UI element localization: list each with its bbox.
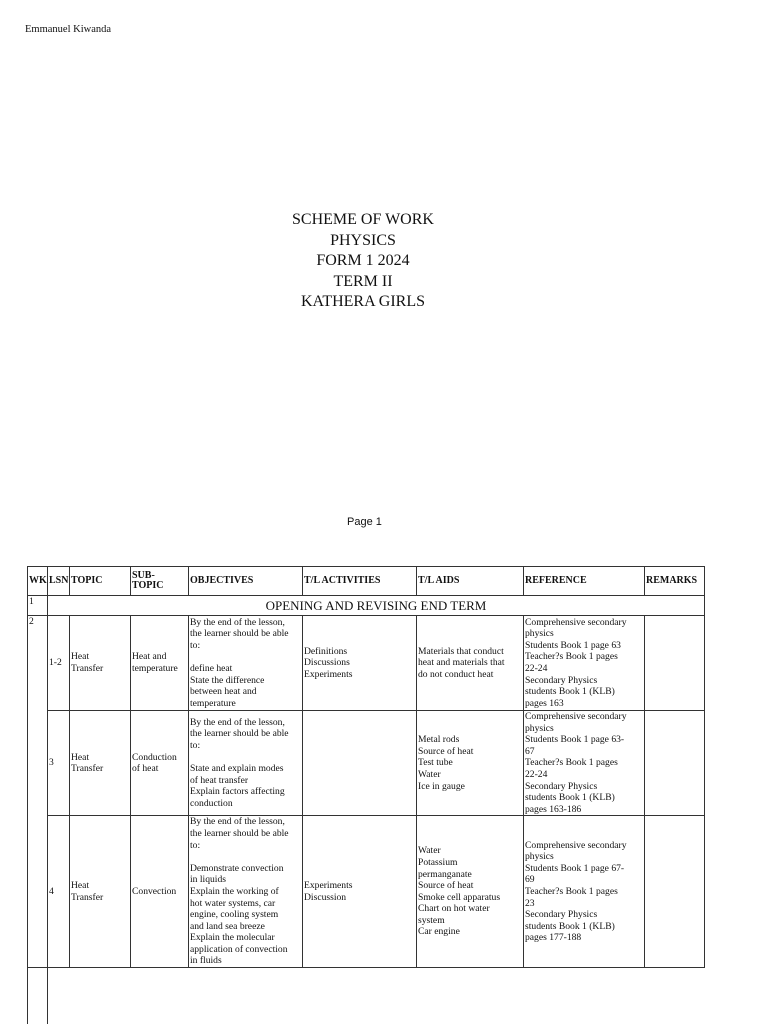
header-objectives: OBJECTIVES	[189, 567, 303, 596]
topic-cell: Heat Transfer	[70, 816, 131, 968]
activities-cell	[303, 711, 417, 816]
table-continuation-divider	[47, 966, 48, 1024]
objectives-cell: By the end of the lesson, the learner should be able to: Demonstrate convection in liquids Explain the working of hot water systems, car engine, cooling system and land sea breeze Explain the molecular application of convection in fluids	[189, 816, 303, 968]
header-subtopic: SUB- TOPIC	[131, 567, 189, 596]
aids-cell: Metal rods Source of heat Test tube Water Ice in gauge	[417, 711, 524, 816]
title-line-term: TERM II	[333, 272, 393, 290]
lesson-cell: 3	[48, 711, 70, 816]
activities-cell: Definitions Discussions Experiments	[303, 616, 417, 711]
title-line-scheme: SCHEME OF WORK	[292, 211, 434, 228]
objectives-cell: By the end of the lesson, the learner should be able to: define heat State the difference between heat and temperature	[189, 616, 303, 711]
topic-cell: Heat Transfer	[70, 616, 131, 711]
reference-cell: Comprehensive secondary physics Students Book 1 page 63 Teacher?s Book 1 pages 22-24 Secondary Physics students Book 1 (KLB) pages 163	[524, 616, 645, 711]
table-header-row	[28, 567, 705, 596]
header-wk: WK	[28, 567, 48, 596]
lesson-cell: 4	[48, 816, 70, 968]
page-number: Page 1	[347, 516, 382, 528]
document-title	[0, 210, 726, 313]
reference-cell: Comprehensive secondary physics Students Book 1 page 63- 67 Teacher?s Book 1 pages 22-24 Secondary Physics students Book 1 (KLB) pages 163-186	[524, 711, 645, 816]
table-row	[28, 816, 705, 968]
table-row-week1	[28, 596, 705, 616]
remarks-cell	[645, 711, 705, 816]
header-remarks: REMARKS	[645, 567, 705, 596]
table-row	[28, 616, 705, 711]
subtopic-cell: Heat and temperature	[131, 616, 189, 711]
remarks-cell	[645, 616, 705, 711]
title-line-form: FORM 1 2024	[316, 252, 410, 269]
remarks-cell	[645, 816, 705, 968]
lesson-cell: 1-2	[48, 616, 70, 711]
header-activities: T/L ACTIVITIES	[303, 567, 417, 596]
aids-cell: Materials that conduct heat and materials that do not conduct heat	[417, 616, 524, 711]
subtopic-cell: Convection	[131, 816, 189, 968]
header-aids: T/L AIDS	[417, 567, 524, 596]
author-header: Emmanuel Kiwanda	[25, 24, 112, 35]
table-continuation-border	[27, 966, 28, 1024]
objectives-cell: By the end of the lesson, the learner should be able to: State and explain modes of heat transfer Explain factors affecting conduction	[189, 711, 303, 816]
topic-cell: Heat Transfer	[70, 711, 131, 816]
aids-cell: Water Potassium permanganate Source of heat Smoke cell apparatus Chart on hot water system Car engine	[417, 816, 524, 968]
activities-cell: Experiments Discussion	[303, 816, 417, 968]
scheme-table	[27, 566, 705, 968]
reference-cell: Comprehensive secondary physics Students Book 1 page 67- 69 Teacher?s Book 1 pages 23 Secondary Physics students Book 1 (KLB) pages 177-188	[524, 816, 645, 968]
opening-banner: OPENING AND REVISING END TERM	[48, 596, 705, 616]
header-topic: TOPIC	[70, 567, 131, 596]
title-line-school: KATHERA GIRLS	[300, 293, 425, 310]
table-row	[28, 711, 705, 816]
week-number: 1	[28, 596, 48, 616]
title-line-subject: PHYSICS	[330, 231, 396, 249]
header-reference: REFERENCE	[524, 567, 645, 596]
subtopic-cell: Conduction of heat	[131, 711, 189, 816]
header-lsn: LSN	[48, 567, 70, 596]
week-number: 2	[28, 616, 48, 968]
